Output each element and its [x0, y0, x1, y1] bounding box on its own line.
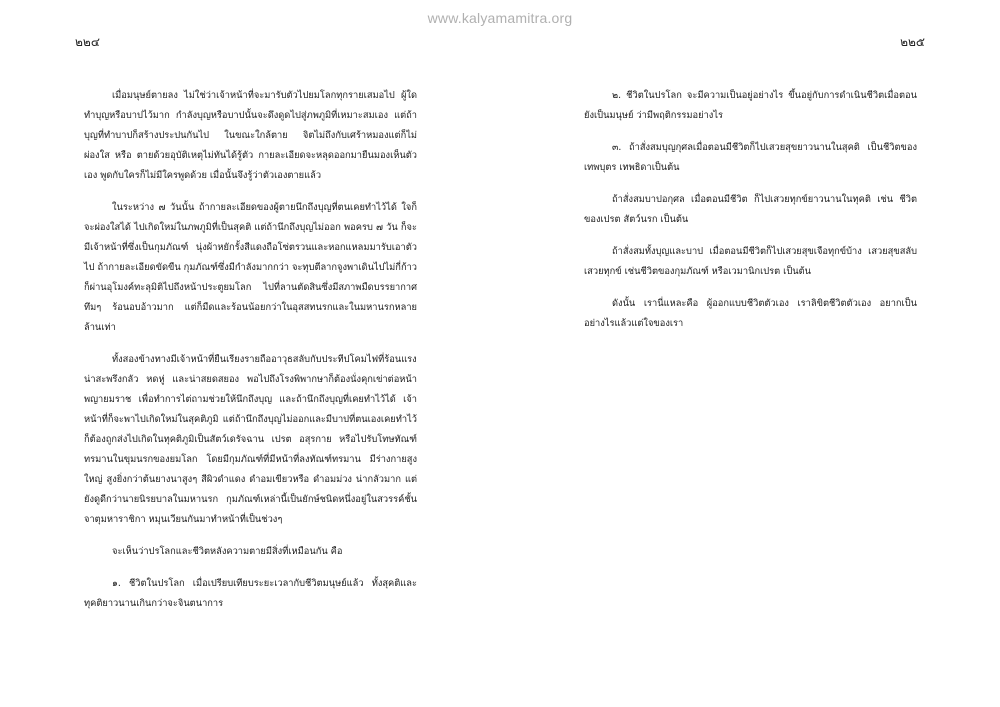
- paragraph: ๑. ชีวิตในปรโลก เมื่อเปรียบเทียบระยะเวลากับชีวิตมนุษย์แล้ว ทั้งสุคติและทุคติยาวนานเกินกว่าจะจินตนาการ: [84, 578, 417, 609]
- paragraph: ถ้าสั่งสมทั้งบุญและบาป เมื่อตอนมีชีวิตก็ไปเสวยสุขเจือทุกข์บ้าง เสวยสุขสลับเสวยทุกข์ เช่นชีวิตของกุมภัณฑ์ หรือเวมานิกเปรต เป็นต้น: [584, 246, 917, 277]
- paragraph: เมื่อมนุษย์ตายลง ไม่ใช่ว่าเจ้าหน้าที่จะมารับตัวไปยมโลกทุกรายเสมอไป ผู้ใดทำบุญหรือบาปไว้มาก กำลังบุญหรือบาปนั้นจะดึงดูดไปสู่ภพภูมิที่เหมาะสมเอง แต่ถ้าบุญที่ทำบาปก็สร้างประปนกันไป ในขณะใกล้ตาย จิตไม่ถึงกับเศร้าหมองแต่ก็ไม่ผ่องใส หรือ ตายด้วยอุบัติเหตุไม่ทันได้รู้ตัว กายละเอียดจะหลุดออกมายืนมองเห็นตัวเอง พูดกับใครก็ไม่มีใครพูดด้วย เมื่อนั้นจึงรู้ว่าตัวเองตายแล้ว: [84, 90, 417, 181]
- page-number-left: ๒๒๔: [75, 35, 100, 49]
- paragraph: ๒. ชีวิตในปรโลก จะมีความเป็นอยู่อย่างไร ขึ้นอยู่กับการดำเนินชีวิตเมื่อตอนยังเป็นมนุษย์ ว่ามีพฤติกรรมอย่างไร: [584, 90, 917, 121]
- paragraph: ๓. ถ้าสั่งสมบุญกุศลเมื่อตอนมีชีวิตก็ไปเสวยสุขยาวนานในสุคติ เป็นชีวิตของเทพบุตร เทพธิดาเป็นต้น: [584, 142, 917, 173]
- page-number-right: ๒๒๕: [900, 35, 925, 49]
- paragraph: ถ้าสั่งสมบาปอกุศล เมื่อตอนมีชีวิต ก็ไปเสวยทุกข์ยาวนานในทุคติ เช่น ชีวิตของเปรต สัตว์นรก เป็นต้น: [584, 194, 917, 225]
- right-page-body: [584, 86, 917, 346]
- paragraph: ดังนั้น เรานี่แหละคือ ผู้ออกแบบชีวิตตัวเอง เราลิขิตชีวิตตัวเอง อยากเป็นอย่างไรแล้วแต่ใจของเรา: [584, 298, 917, 329]
- paragraph: จะเห็นว่าปรโลกและชีวิตหลังความตายมีสิ่งที่เหมือนกัน คือ: [112, 546, 343, 557]
- paragraph: ทั้งสองข้างทางมีเจ้าหน้าที่ยืนเรียงรายถืออาวุธสลับกับประทีปโคมไฟที่ร้อนแรง น่าสะพรึงกลัว หดหู่ และน่าสยดสยอง พอไปถึงโรงพิพากษาก็ต้องนั่งคุกเข่าต่อหน้าพญายมราช เพื่อทำการไต่ถามช่วยให้นึกถึงบุญ และถ้านึกถึงบุญที่เคยทำไว้ได้ เจ้าหน้าที่ก็จะพาไปเกิดใหม่ในสุคติภูมิ แต่ถ้านึกถึงบุญไม่ออกและมีบาปที่ตนเองเคยทำไว้ก็ต้องถูกส่งไปเกิดในทุคติภูมิเป็นสัตว์เดรัจฉาน เปรต อสุรกาย หรือไปรับโทษทัณฑ์ทรมานในขุมนรกของยมโลก โดยมีกุมภัณฑ์ที่มีหน้าที่ลงทัณฑ์ทรมาน มีร่างกายสูงใหญ่ สูงยิ่งกว่าต้นยางนาสูงๆ สีผิวดำแดง ดำอมเขียวหรือ ดำอมม่วง น่ากลัวมาก แต่ยังดูดีกว่านายนิรยบาลในมหานรก กุมภัณฑ์เหล่านี้เป็นยักษ์ชนิดหนึ่งอยู่ในสวรรค์ชั้นจาตุมหาราชิกา หมุนเวียนกันมาทำหน้าที่เป็นช่วงๆ: [84, 354, 417, 525]
- left-page-body: [84, 86, 417, 626]
- site-watermark: www.kalyamamitra.org: [427, 10, 573, 26]
- paragraph: ในระหว่าง ๗ วันนั้น ถ้ากายละเอียดของผู้ตายนึกถึงบุญที่ตนเคยทำไว้ได้ ใจก็จะผ่องใสได้ ไปเกิดใหม่ในภพภูมิที่เป็นสุคติ แต่ถ้านึกถึงบุญไม่ออก พอครบ ๗ วัน ก็จะมีเจ้าหน้าที่ซึ่งเป็นกุมภัณฑ์ นุ่งผ้าหยักรั้งสีแดงถือโซ่ตรวนและหอกแหลมมารับเอาตัวไป ถ้ากายละเอียดขัดขืน กุมภัณฑ์ซึ่งมีกำลังมากกว่า จะทุบตีลากจูงพาเดินไปไม่กี่ก้าว ก็ผ่านอุโมงค์ทะลุมิติไปถึงหน้าประตูยมโลก ไปที่ลานตัดสินซึ่งมีสภาพมืดบรรยากาศทึมๆ ร้อนอบอ้าวมาก แต่ก็มืดและร้อนน้อยกว่าในอุสสทนรกและในมหานรกหลายล้านเท่า: [84, 202, 418, 333]
